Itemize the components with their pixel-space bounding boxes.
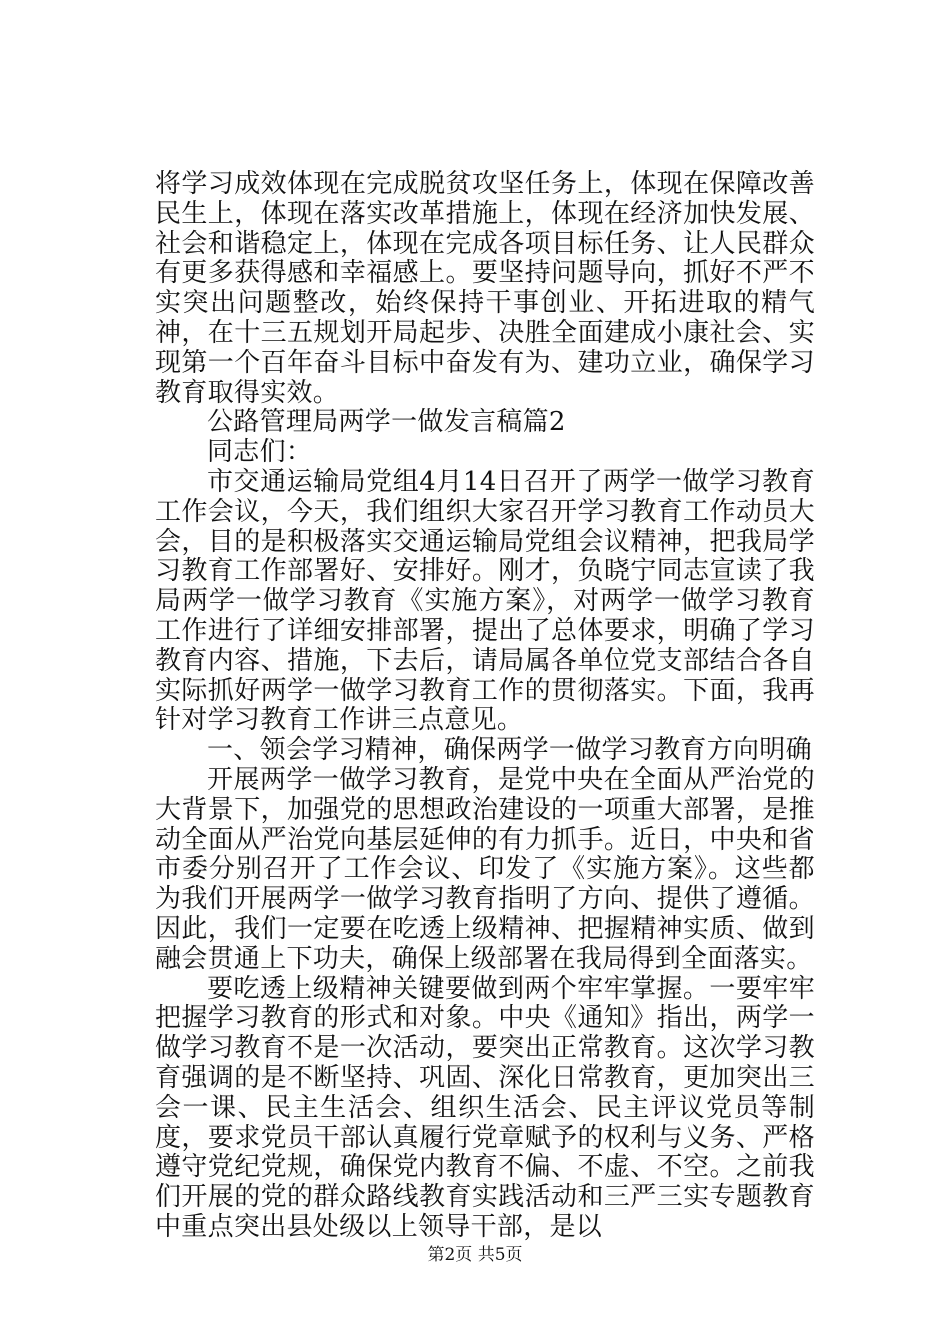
paragraph-continuation: 将学习成效体现在完成脱贫攻坚任务上，体现在保障改善民生上，体现在落实改革措施上，体现在经济加快发展、社会和谐稳定上，体现在完成各项目标任务、让人民群众有更多获得感和幸福感上。要坚持问题导向，抓好不严不实突出问题整改，始终保持干事创业、开拓进取的精气神，在十三五规划开局起步、决胜全面建成小康社会、实现第一个百年奋斗目标中奋发有为、建功立业，确保学习教育取得实效。 <box>155 169 815 408</box>
page-footer: 第2页 共5页 <box>427 1245 523 1265</box>
salutation: 同志们： <box>207 437 313 468</box>
paragraph: 市交通运输局党组4月14日召开了两学一做学习教育工作会议，今天，我们组织大家召开学习教育工作动员大会，目的是积极落实交通运输局党组会议精神，把我局学习教育工作部署好、安排好。刚才，负晓宁同志宣读了我局两学一做学习教育《实施方案》，对两学一做学习教育工作进行了详细安排部署，提出了总体要求，明确了学习教育内容、措施，下去后，请局属各单位党支部结合各自实际抓好两学一做学习教育工作的贯彻落实。下面，我再针对学习教育工作讲三点意见。 <box>155 466 815 736</box>
section-heading: 公路管理局两学一做发言稿篇2 <box>207 407 566 438</box>
document-body <box>155 170 815 1243</box>
paragraph: 要吃透上级精神关键要做到两个牢牢掌握。一要牢牢把握学习教育的形式和对象。中央《通知》指出，两学一做学习教育不是一次活动，要突出正常教育。这次学习教育强调的是不断坚持、巩固、深化日常教育，更加突出三会一课、民主生活会、组织生活会、民主评议党员等制度，要求党员干部认真履行党章赋予的权利与义务、严格遵守党纪党规，确保党内教育不偏、不虚、不空。之前我们开展的党的群众路线教育实践活动和三严三实专题教育中重点突出县处级以上领导干部，是以 <box>155 973 815 1242</box>
paragraph: 开展两学一做学习教育，是党中央在全面从严治党的大背景下，加强党的思想政治建设的一项重大部署，是推动全面从严治党向基层延伸的有力抓手。近日，中央和省市委分别召开了工作会议、印发了《实施方案》。这些都为我们开展两学一做学习教育指明了方向、提供了遵循。因此，我们一定要在吃透上级精神、把握精神实质、做到融会贯通上下功夫，确保上级部署在我局得到全面落实。 <box>155 764 815 974</box>
subheading: 一、领会学习精神，确保两学一做学习教育方向明确 <box>207 735 812 766</box>
